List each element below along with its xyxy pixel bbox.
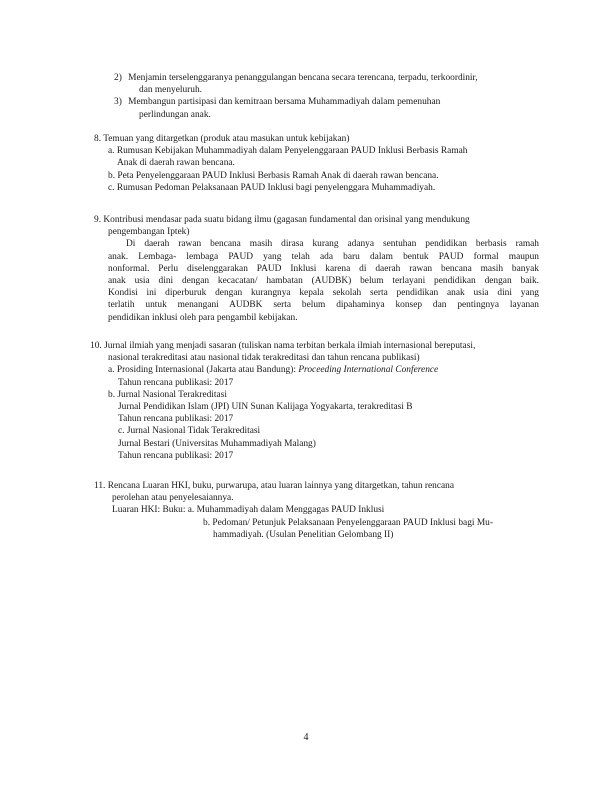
paragraph-line: anak usia dini dengan kecacatan/ hambatan (AUDBK) belum terlayani pendidikan dengan baik. bbox=[108, 275, 539, 286]
section-11 bbox=[94, 480, 554, 541]
paragraph-line: pendidikan inklusi oleh para pengambil kebijakan. bbox=[108, 312, 298, 323]
paragraph-line: nonformal. Perlu diselenggarakan PAUD Inklusi karena di daerah rawan bencana masih banyak bbox=[108, 263, 539, 274]
list-item: Luaran HKI: Buku: a. Muhammadiyah dalam Menggagas PAUD Inklusi bbox=[112, 505, 385, 516]
page-number: 4 bbox=[303, 732, 309, 743]
section-heading: 10. Jurnal ilmiah yang menjadi sasaran (tuliskan nama terbitan berkala ilmiah internasional bereputasi, bbox=[90, 341, 476, 351]
publication-year: Tahun rencana publikasi: 2017 bbox=[118, 414, 234, 425]
section-heading: 11. Rencana Luaran HKI, buku, purwarupa, atau luaran lainnya yang ditargetkan, tahun rencana bbox=[94, 481, 455, 491]
list-item: c. Jurnal Nasional Tidak Terakreditasi bbox=[118, 426, 261, 437]
list-item: b. Pedoman/ Petunjuk Pelaksanaan Penyelenggaraan PAUD Inklusi bagi Mu- bbox=[203, 517, 493, 528]
paragraph-line: anak. Lembaga- lembaga PAUD yang telah ada baru dalam bentuk PAUD formal maupun bbox=[108, 251, 539, 262]
section-heading: 8. Temuan yang ditargetkan (produk atau masukan untuk kebijakan) bbox=[94, 134, 350, 144]
journal-name: Jurnal Bestari (Universitas Muhammadiyah Malang) bbox=[118, 438, 316, 449]
list-item-text: Menjamin terselenggaranya penanggulangan bencana secara terencana, terpadu, terkoordinir, bbox=[128, 73, 478, 83]
list-item-continuation: dan menyeluruh. bbox=[139, 85, 203, 96]
section-10 bbox=[90, 340, 550, 462]
section-heading-continuation: pengembangan Iptek) bbox=[108, 227, 190, 238]
publication-year: Tahun rencana publikasi: 2017 bbox=[118, 377, 234, 388]
section-heading-continuation: nasional terakreditasi atau nasional tidak terakreditasi dan tahun rencana publikasi) bbox=[108, 353, 420, 364]
list-item-text: a. Prosiding Internasional (Jakarta atau Bandung): bbox=[108, 365, 299, 376]
objectives-list bbox=[114, 72, 554, 121]
list-item: a. Rumusan Kebijakan Muhammadiyah dalam Penyelenggaraan PAUD Inklusi Berbasis Ramah bbox=[108, 146, 468, 157]
list-item-number: 3) bbox=[114, 97, 122, 108]
list-item bbox=[114, 72, 554, 84]
list-item: b. Peta Penyelenggaraan PAUD Inklusi Berbasis Ramah Anak di daerah rawan bencana. bbox=[108, 170, 439, 181]
conference-name: Proceeding International Conference bbox=[298, 365, 439, 376]
list-item: c. Rumusan Pedoman Pelaksanaan PAUD Inklusi bagi penyelenggara Muhammadiyah. bbox=[108, 182, 436, 193]
section-heading-continuation: perolehan atau penyelesaiannya. bbox=[112, 493, 234, 504]
list-item-number: 2) bbox=[114, 73, 122, 83]
list-item-continuation: Anak di daerah rawan bencana. bbox=[117, 158, 235, 169]
list-item: b. Jurnal Nasional Terakreditasi bbox=[108, 389, 227, 400]
paragraph-line: Di daerah rawan bencana masih dirasa kurang adanya sentuhan pendidikan berbasis ramah bbox=[126, 239, 539, 250]
section-9 bbox=[94, 214, 539, 324]
journal-name: Jurnal Pendidikan Islam (JPI) UIN Sunan Kalijaga Yogyakarta, terakreditasi B bbox=[118, 401, 413, 412]
paragraph-line: Kondisi ini diperburuk dengan kurangnya kepala sekolah serta pendidikan anak usia dini yang bbox=[108, 288, 539, 299]
paragraph-line: terlatih untuk menangani AUDBK serta belum dipahaminya konsep dan pentingnya layanan bbox=[108, 300, 539, 311]
section-8 bbox=[94, 133, 554, 194]
section-heading: 9. Kontribusi mendasar pada suatu bidang ilmu (gagasan fundamental dan orisinal yang mendukung bbox=[94, 215, 470, 225]
list-item-continuation: perlindungan anak. bbox=[139, 109, 211, 120]
publication-year: Tahun rencana publikasi: 2017 bbox=[118, 450, 234, 461]
list-item-continuation: hammadiyah. (Usulan Penelitian Gelombang II) bbox=[213, 529, 394, 540]
list-item bbox=[90, 364, 550, 376]
list-item bbox=[114, 96, 554, 108]
section-paragraph bbox=[94, 238, 539, 323]
list-item-text: Membangun partisipasi dan kemitraan bersama Muhammadiyah dalam pemenuhan bbox=[128, 97, 441, 108]
